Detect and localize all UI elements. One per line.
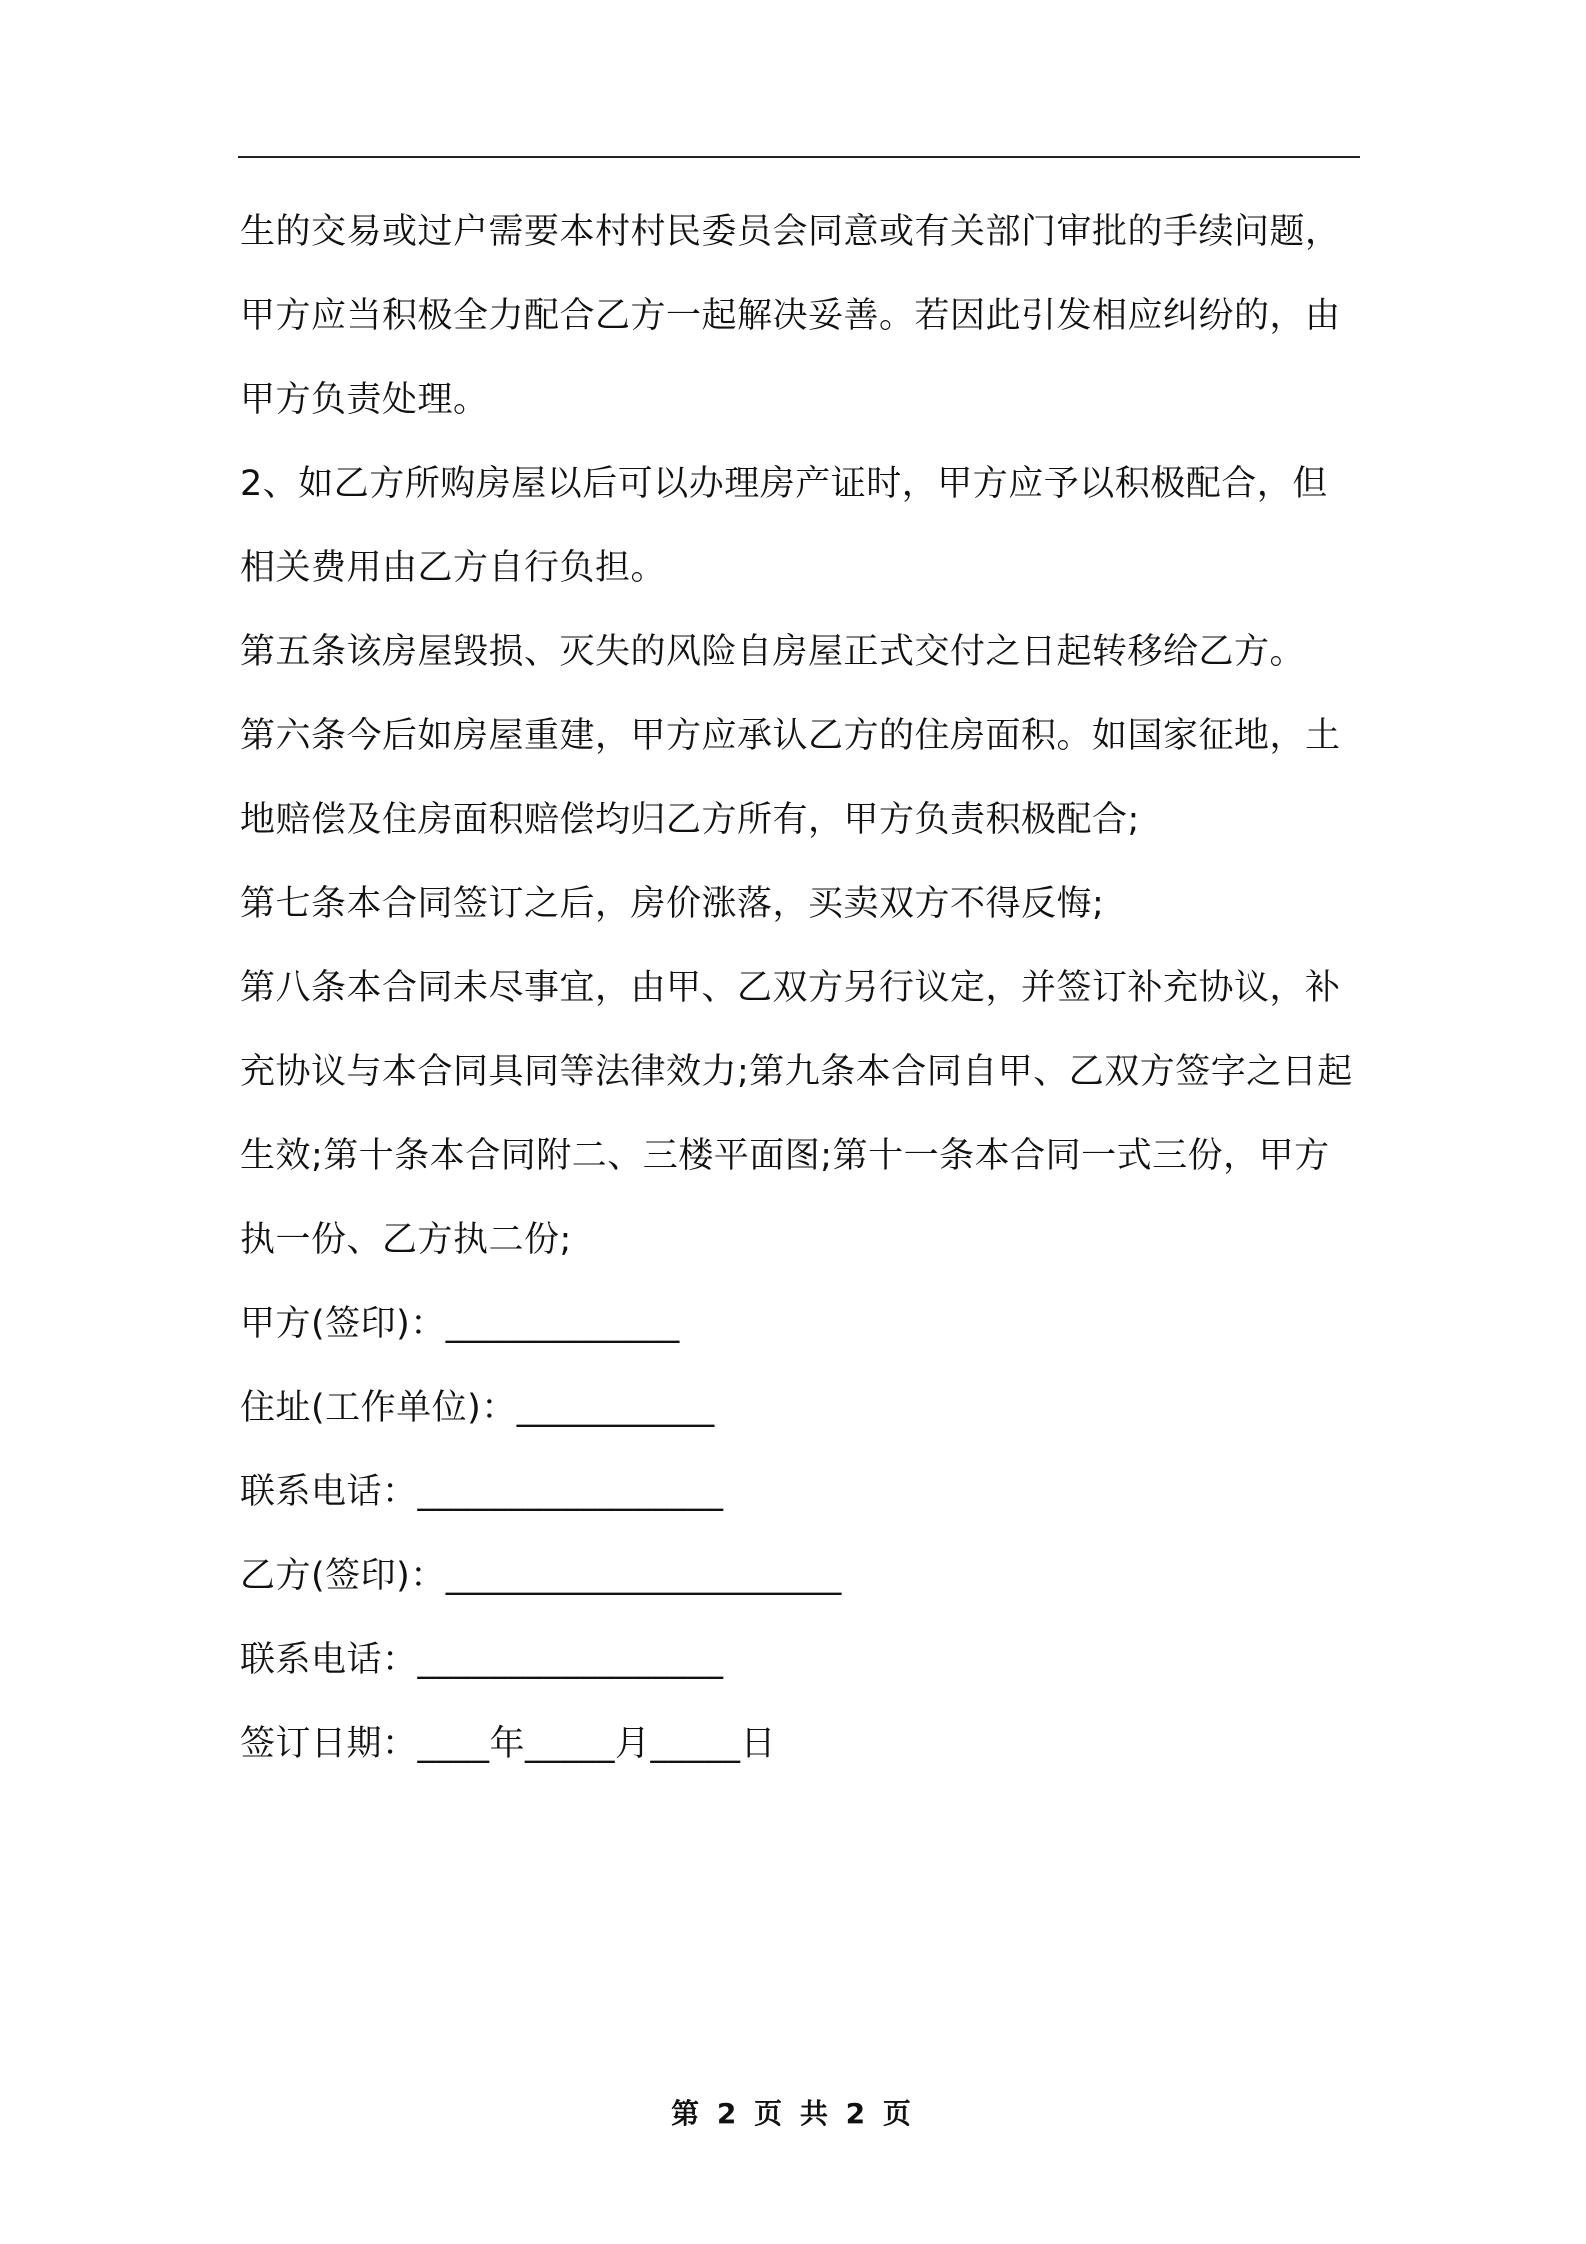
signature-date: 签订日期：____年_____月_____日 [240,1724,777,1764]
signature-phone-b: 联系电话：_________________ [240,1640,724,1680]
signature-party-b: 乙方(签印)：______________________ [240,1556,842,1596]
page-number: 第 2 页 共 2 页 [671,2097,915,2130]
signature-address: 住址(工作单位)：___________ [240,1388,715,1428]
header-rule [238,156,1360,158]
paragraph-article-5: 第五条该房屋毁损、灭失的风险自房屋正式交付之日起转移给乙方。 [240,632,1306,672]
signature-party-a: 甲方(签印)：_____________ [240,1304,680,1344]
paragraph-article-8-11: 第八条本合同未尽事宜，由甲、乙双方另行议定，并签订补充协议，补充协议与本合同具同等法律效力;第九条本合同自甲、乙双方签字之日起生效;第十条本合同附二、三楼平面图;第十一条本合同一式三份，甲方执一份、乙方执二份; [240,968,1353,1260]
paragraph-clause-2: 2、如乙方所购房屋以后可以办理房产证时，甲方应予以积极配合，但相关费用由乙方自行负担。 [240,464,1328,588]
signature-phone-a: 联系电话：_________________ [240,1472,724,1512]
paragraph-article-7: 第七条本合同签订之后，房价涨落，买卖双方不得反悔; [240,884,1105,924]
paragraph-article-6: 第六条今后如房屋重建，甲方应承认乙方的住房面积。如国家征地，土地赔偿及住房面积赔偿均归乙方所有，甲方负责积极配合; [240,716,1341,840]
paragraph-continued: 生的交易或过户需要本村村民委员会同意或有关部门审批的手续问题，甲方应当积极全力配合乙方一起解决妥善。若因此引发相应纠纷的，由甲方负责处理。 [240,212,1341,420]
document-body [240,190,1360,1786]
